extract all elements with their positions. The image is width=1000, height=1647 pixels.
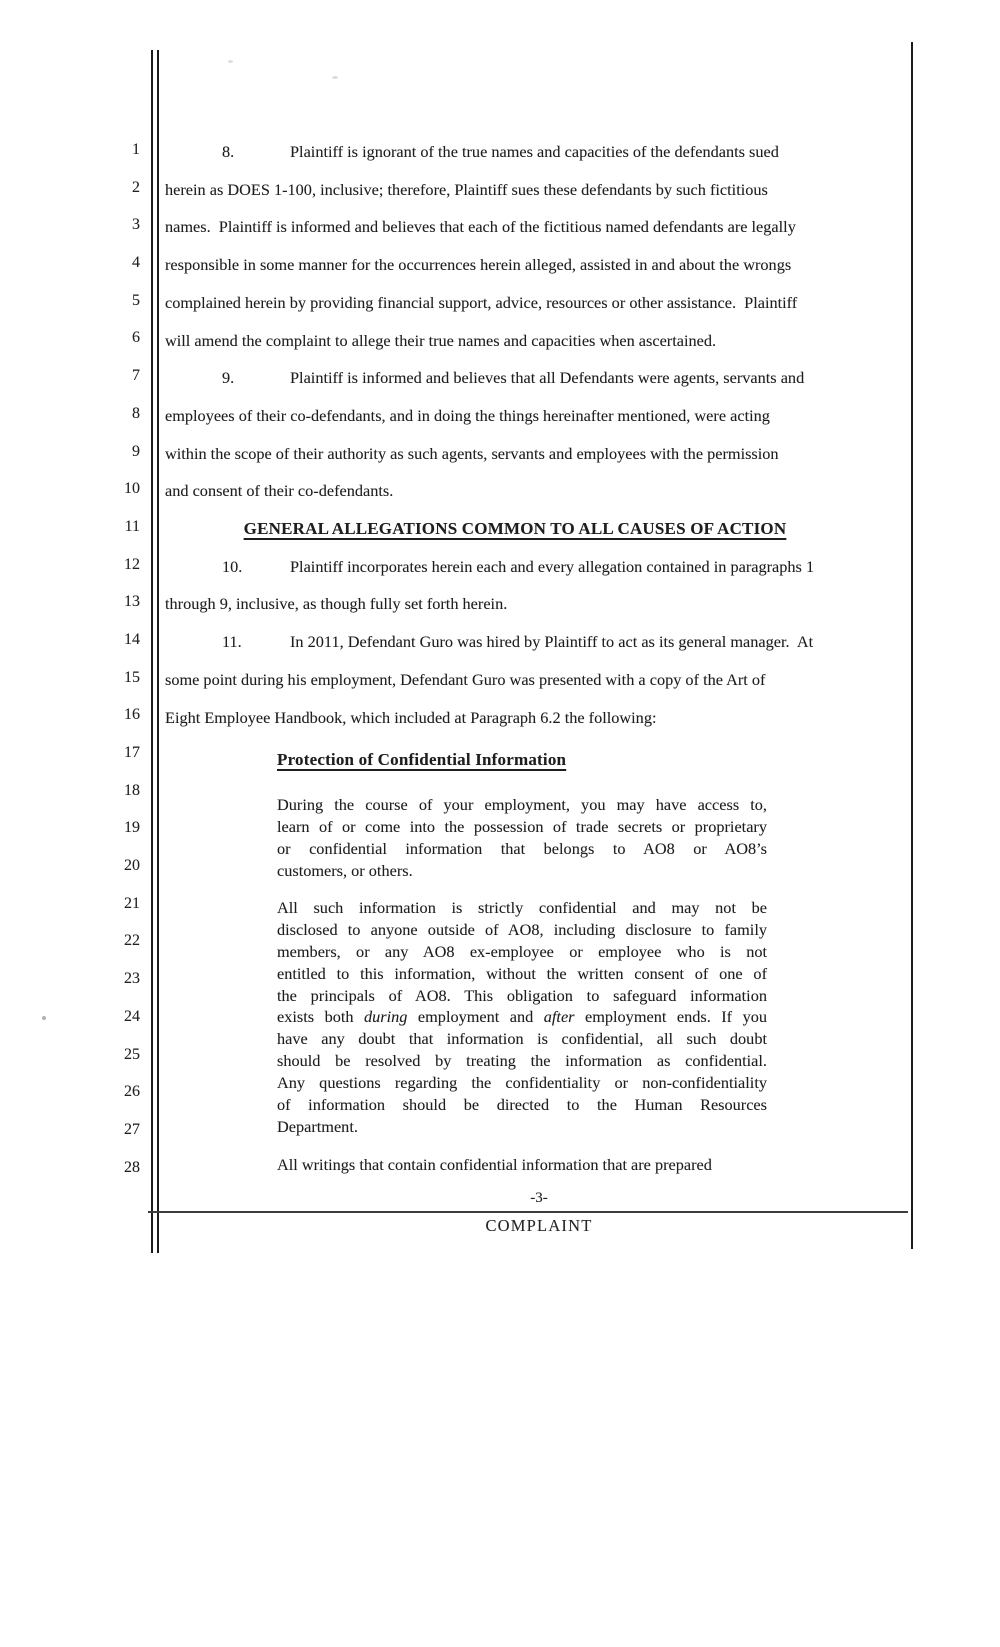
line-number: 18 bbox=[124, 781, 140, 799]
text-line bbox=[277, 860, 767, 882]
text-run: Department. bbox=[277, 1116, 358, 1136]
line-number: 8 bbox=[132, 404, 140, 422]
line-number: 12 bbox=[124, 555, 140, 573]
line-number: 13 bbox=[124, 593, 140, 611]
line-number: 23 bbox=[124, 970, 140, 988]
text-run: complained herein by providing financial support, advice, resources or other assistance. Plaintiff bbox=[165, 292, 798, 312]
text-line bbox=[277, 1006, 767, 1028]
text-line bbox=[165, 661, 865, 699]
line-number: 14 bbox=[124, 630, 140, 648]
text-run: employment ends. If you bbox=[574, 1007, 767, 1027]
left-margin-rule-inner bbox=[157, 50, 159, 1253]
line-number: 5 bbox=[132, 291, 140, 309]
text-line bbox=[277, 941, 767, 963]
text-line bbox=[165, 359, 865, 397]
line-number: 1 bbox=[132, 141, 140, 158]
line-number: 27 bbox=[124, 1120, 140, 1138]
line-number: 28 bbox=[124, 1158, 140, 1176]
text-run: Eight Employee Handbook, which included at Paragraph 6.2 the following: bbox=[165, 707, 657, 727]
paragraph-11 bbox=[165, 623, 865, 736]
text-run: some point during his employment, Defendant Guro was presented with a copy of the Art of bbox=[165, 669, 766, 689]
text-line bbox=[165, 472, 865, 510]
text-line bbox=[165, 623, 865, 661]
text-line bbox=[165, 322, 865, 360]
text-run: through 9, inclusive, as though fully set forth herein. bbox=[165, 594, 508, 614]
paragraph-9 bbox=[165, 359, 865, 510]
text-run: entitled to this information, without the written consent of one of bbox=[277, 963, 767, 983]
italic-text: after bbox=[543, 1007, 575, 1027]
paragraph-number: 8. bbox=[222, 142, 235, 161]
handbook-quote-3 bbox=[277, 1154, 767, 1176]
text-run: and consent of their co-defendants. bbox=[165, 481, 394, 501]
line-number: 2 bbox=[132, 178, 140, 196]
text-run: All writings that contain confidential information that are prepared bbox=[277, 1154, 712, 1174]
section-heading-text: GENERAL ALLEGATIONS COMMON TO ALL CAUSES OF ACTION bbox=[243, 519, 787, 539]
text-run: employees of their co-defendants, and in doing the things hereinafter mentioned, were acting bbox=[165, 405, 770, 425]
text-run: members, or any AO8 ex-employee or employee who is not bbox=[277, 941, 767, 961]
line-number: 4 bbox=[132, 254, 140, 272]
text-line bbox=[277, 985, 767, 1007]
text-run: of information should be directed to the Human Resources bbox=[277, 1095, 767, 1115]
line-number-rail bbox=[0, 131, 140, 1186]
line-number: 26 bbox=[124, 1083, 140, 1101]
text-line bbox=[277, 919, 767, 941]
text-line bbox=[165, 284, 865, 322]
handbook-quote-1 bbox=[277, 794, 767, 882]
text-line bbox=[165, 585, 865, 623]
text-run: Plaintiff is informed and believes that all Defendants were agents, servants and bbox=[290, 368, 805, 388]
text-run: Any questions regarding the confidentiality or non-confidentiality bbox=[277, 1073, 767, 1093]
text-line bbox=[277, 1094, 767, 1116]
text-run: have any doubt that information is confidential, all such doubt bbox=[277, 1029, 767, 1049]
text-line bbox=[165, 171, 865, 209]
footer-page-number: -3- bbox=[530, 1190, 548, 1206]
text-run: customers, or others. bbox=[277, 860, 413, 880]
line-number: 6 bbox=[132, 329, 140, 347]
line-number: 11 bbox=[124, 517, 140, 535]
text-line bbox=[277, 1028, 767, 1050]
text-line bbox=[165, 699, 865, 737]
text-run: In 2011, Defendant Guro was hired by Plaintiff to act as its general manager. At bbox=[290, 632, 814, 652]
text-run: will amend the complaint to allege their true names and capacities when ascertained. bbox=[165, 330, 717, 350]
text-run: During the course of your employment, you may have access to, bbox=[277, 795, 767, 815]
line-number: 21 bbox=[124, 894, 140, 912]
scan-artifact bbox=[42, 1016, 46, 1020]
text-line bbox=[277, 1050, 767, 1072]
text-line bbox=[165, 397, 865, 435]
text-line bbox=[277, 816, 767, 838]
text-line bbox=[165, 548, 865, 586]
paragraph-number: 11. bbox=[222, 632, 242, 652]
text-run: employment and bbox=[407, 1007, 544, 1027]
text-line bbox=[165, 246, 865, 284]
text-run: All such information is strictly confidential and may not be bbox=[277, 897, 767, 917]
text-run: Plaintiff is ignorant of the true names and capacities of the defendants sued bbox=[290, 142, 779, 161]
paragraph-number: 10. bbox=[222, 556, 243, 576]
text-run: disclosed to anyone outside of AO8, including disclosure to family bbox=[277, 919, 767, 939]
text-run: or confidential information that belongs to AO8 or AO8’s bbox=[277, 839, 767, 859]
text-run: exists both bbox=[277, 1007, 364, 1027]
text-line bbox=[277, 838, 767, 860]
footer-rule bbox=[148, 1211, 908, 1213]
line-number: 10 bbox=[124, 480, 140, 498]
footer-label: COMPLAINT bbox=[485, 1216, 593, 1235]
right-margin-rule bbox=[911, 42, 913, 1249]
text-run: should be resolved by treating the information as confidential. bbox=[277, 1051, 767, 1071]
text-run: learn of or come into the possession of trade secrets or proprietary bbox=[277, 817, 767, 837]
text-line bbox=[277, 897, 767, 919]
text-line bbox=[165, 208, 865, 246]
text-line bbox=[165, 133, 865, 171]
text-run: responsible in some manner for the occurrences herein alleged, assisted in and about the wrongs bbox=[165, 255, 792, 275]
text-run: herein as DOES 1-100, inclusive; therefore, Plaintiff sues these defendants by such fictitious bbox=[165, 179, 768, 199]
text-run: Plaintiff incorporates herein each and every allegation contained in paragraphs 1 bbox=[290, 556, 815, 576]
line-number: 25 bbox=[124, 1045, 140, 1063]
text-line bbox=[165, 435, 865, 473]
section-heading bbox=[165, 510, 865, 548]
text-line bbox=[277, 794, 767, 816]
line-number: 22 bbox=[124, 932, 140, 950]
line-number: 7 bbox=[132, 367, 140, 385]
paragraph-10 bbox=[165, 548, 865, 623]
line-number: 17 bbox=[124, 744, 140, 761]
line-number: 20 bbox=[124, 857, 140, 875]
text-run: names. Plaintiff is informed and believes that each of the fictitious named defendants are legally bbox=[165, 217, 796, 237]
text-run: the principals of AO8. This obligation to safeguard information bbox=[277, 985, 767, 1005]
line-number: 19 bbox=[124, 819, 140, 837]
line-number: 3 bbox=[132, 216, 140, 234]
text-line bbox=[277, 1154, 767, 1176]
line-number: 9 bbox=[132, 442, 140, 460]
scan-artifact bbox=[228, 60, 233, 63]
text-line bbox=[277, 1116, 767, 1138]
paragraph-8 bbox=[165, 133, 865, 359]
text-line bbox=[277, 963, 767, 985]
handbook-section-heading-text: Protection of Confidential Information bbox=[277, 750, 567, 770]
text-line bbox=[277, 1072, 767, 1094]
line-number: 15 bbox=[124, 668, 140, 686]
handbook-quote-2 bbox=[277, 897, 767, 1138]
scan-artifact bbox=[332, 76, 338, 79]
handbook-section-heading bbox=[277, 748, 865, 772]
left-margin-rule-outer bbox=[151, 50, 153, 1253]
text-run: within the scope of their authority as such agents, servants and employees with the permission bbox=[165, 443, 779, 463]
italic-text: during bbox=[364, 1007, 408, 1027]
paragraph-number: 9. bbox=[222, 368, 235, 388]
content-column bbox=[165, 133, 865, 1176]
line-number: 16 bbox=[124, 706, 140, 724]
line-number: 24 bbox=[124, 1007, 140, 1025]
